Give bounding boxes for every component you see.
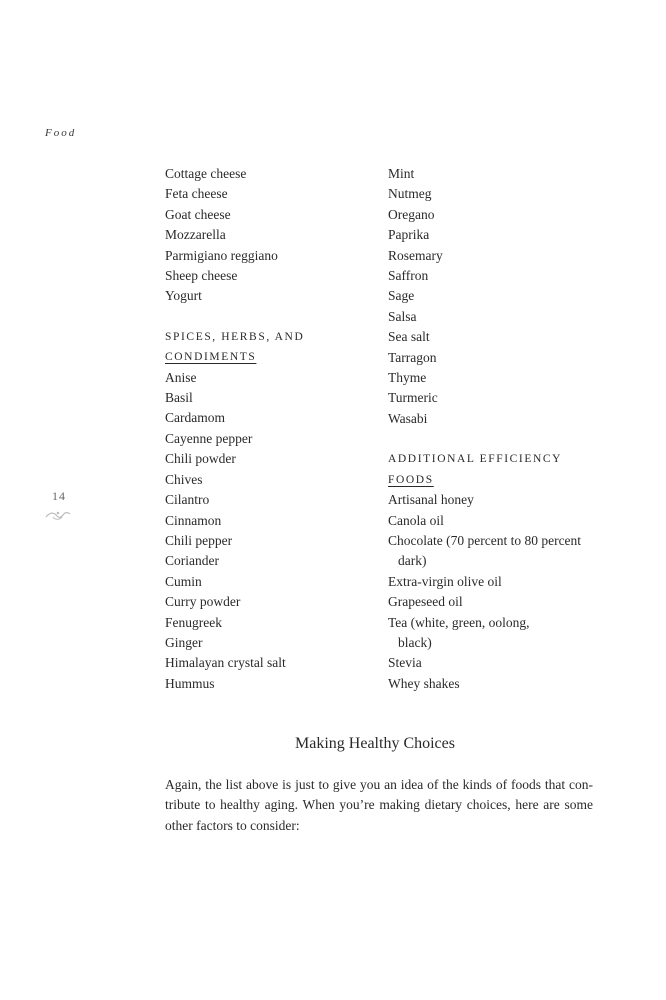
list-item: Goat cheese [165, 206, 231, 222]
list-item: Sheep cheese [165, 268, 238, 284]
left-column [165, 164, 380, 694]
list-item: Coriander [165, 553, 219, 569]
list-item-continuation: dark) [398, 553, 427, 569]
list-item [388, 511, 593, 531]
list-item: Cayenne pepper [165, 430, 253, 446]
list-item: Tarragon [388, 349, 437, 365]
list-item: Cilantro [165, 492, 210, 508]
section-heading-efficiency [388, 449, 593, 490]
list-item: Cinnamon [165, 512, 222, 528]
list-item: Yogurt [165, 288, 202, 304]
paragraph-line: tribute to healthy aging. When you’re making dietary choices, here are some [165, 797, 593, 813]
list-item: Oregano [388, 206, 435, 222]
right-list-bottom [388, 490, 593, 694]
list-item: Cardamom [165, 410, 225, 426]
section-heading-efficiency-line1: ADDITIONAL EFFICIENCY [388, 453, 563, 466]
body-paragraph [165, 775, 593, 836]
list-item-text: Canola oil [388, 512, 444, 528]
list-item: Cumin [165, 573, 202, 589]
list-item: Feta cheese [165, 186, 228, 202]
list-item [388, 674, 593, 694]
section-heading-spices-line1: SPICES, HERBS, AND [165, 330, 305, 343]
list-item: Mint [388, 166, 415, 181]
section-heading-spices [165, 327, 380, 368]
list-item [388, 490, 593, 510]
list-item: Hummus [165, 675, 215, 691]
list-item: Curry powder [165, 594, 241, 610]
paragraph-line: other factors to consider: [165, 817, 300, 833]
list-item [388, 531, 593, 572]
page-number: 14 [52, 489, 66, 503]
list-item-text: Chocolate (70 percent to 80 percent [388, 532, 582, 548]
list-item-continuation: black) [398, 634, 432, 650]
list-item: Parmigiano reggiano [165, 247, 278, 263]
right-list-top [388, 164, 593, 429]
list-item: Chili powder [165, 451, 236, 467]
list-item-text: Whey shakes [388, 675, 460, 691]
list-item: Thyme [388, 370, 427, 386]
left-list-bottom [165, 368, 380, 695]
section-heading-spices-line2: CONDIMENTS [165, 351, 257, 364]
list-item [388, 653, 593, 673]
section-heading-efficiency-line2: FOODS [388, 473, 434, 486]
section-title: Making Healthy Choices [295, 735, 455, 752]
list-item: Sage [388, 288, 415, 304]
list-item: Chili pepper [165, 532, 233, 548]
left-list-top [165, 164, 380, 307]
list-item [388, 613, 593, 654]
list-item: Sea salt [388, 329, 430, 345]
right-column [388, 164, 593, 694]
list-item-text: Stevia [388, 655, 422, 671]
list-item: Turmeric [388, 390, 438, 406]
list-item: Basil [165, 390, 193, 406]
list-item [388, 592, 593, 612]
list-item: Mozzarella [165, 227, 226, 243]
list-item: Himalayan crystal salt [165, 655, 286, 671]
list-item: Chives [165, 471, 203, 487]
paragraph-line: Again, the list above is just to give you an idea of the kinds of foods that con- [165, 777, 593, 792]
running-head: Food [45, 127, 77, 139]
list-item: Cottage cheese [165, 166, 247, 181]
list-item: Nutmeg [388, 186, 432, 202]
ornament-icon [44, 508, 72, 522]
list-item: Wasabi [388, 410, 428, 426]
list-item [388, 572, 593, 592]
list-item: Paprika [388, 227, 430, 243]
list-item-text: Grapeseed oil [388, 594, 463, 610]
list-item: Anise [165, 369, 197, 385]
list-item-text: Extra-virgin olive oil [388, 573, 502, 589]
list-item: Saffron [388, 268, 429, 284]
list-item: Ginger [165, 634, 203, 650]
list-item: Rosemary [388, 247, 443, 263]
list-item: Fenugreek [165, 614, 222, 630]
list-item: Salsa [388, 308, 417, 324]
list-item-text: Tea (white, green, oolong, [388, 614, 530, 630]
list-item-text: Artisanal honey [388, 492, 474, 508]
